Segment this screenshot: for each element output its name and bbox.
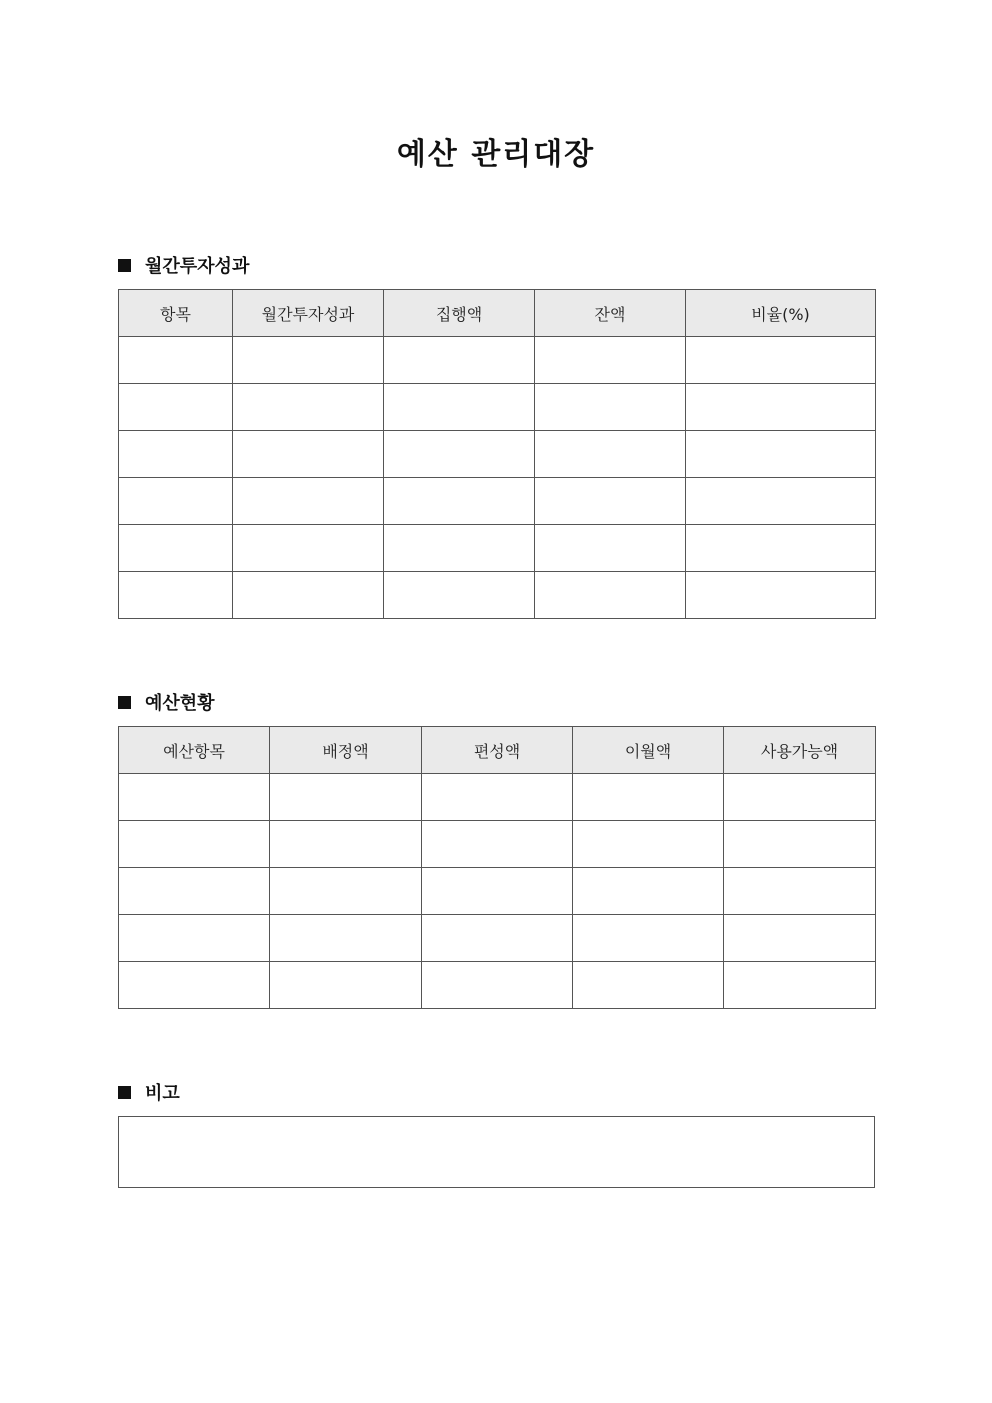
table-row xyxy=(119,962,876,1009)
table-cell[interactable] xyxy=(384,478,535,525)
table-cell[interactable] xyxy=(422,915,573,962)
square-bullet-icon xyxy=(118,1086,131,1099)
table-cell[interactable] xyxy=(233,384,384,431)
table-cell[interactable] xyxy=(573,821,724,868)
table-cell[interactable] xyxy=(270,915,422,962)
table-cell[interactable] xyxy=(119,821,270,868)
table-cell[interactable] xyxy=(119,337,233,384)
table-cell[interactable] xyxy=(724,774,876,821)
table-row xyxy=(119,525,876,572)
table-cell[interactable] xyxy=(724,868,876,915)
table-cell[interactable] xyxy=(686,431,876,478)
column-header: 월간투자성과 xyxy=(233,290,384,337)
table-cell[interactable] xyxy=(119,774,270,821)
table-cell[interactable] xyxy=(686,384,876,431)
table-row xyxy=(119,774,876,821)
table-row xyxy=(119,821,876,868)
page-title: 예산 관리대장 xyxy=(396,137,596,172)
table-row xyxy=(119,868,876,915)
table-cell[interactable] xyxy=(686,478,876,525)
table-cell[interactable] xyxy=(573,915,724,962)
table-cell[interactable] xyxy=(724,915,876,962)
table-cell[interactable] xyxy=(270,962,422,1009)
section-heading-label: 예산현황 xyxy=(145,693,215,714)
table-cell[interactable] xyxy=(422,962,573,1009)
square-bullet-icon xyxy=(118,696,131,709)
section-heading-label: 월간투자성과 xyxy=(145,256,250,277)
table-cell[interactable] xyxy=(384,525,535,572)
column-header: 편성액 xyxy=(422,727,573,774)
table-cell[interactable] xyxy=(119,384,233,431)
table-cell[interactable] xyxy=(119,962,270,1009)
monthly-investment-table xyxy=(118,289,876,619)
table-cell[interactable] xyxy=(119,431,233,478)
column-header: 배정액 xyxy=(270,727,422,774)
remarks-box[interactable] xyxy=(118,1116,875,1188)
table-cell[interactable] xyxy=(119,525,233,572)
column-header: 사용가능액 xyxy=(724,727,876,774)
budget-status-table xyxy=(118,726,876,1009)
table-cell[interactable] xyxy=(422,868,573,915)
table-cell[interactable] xyxy=(119,478,233,525)
table-header-row xyxy=(119,290,876,337)
table-cell[interactable] xyxy=(384,337,535,384)
table-cell[interactable] xyxy=(535,572,686,619)
table-cell[interactable] xyxy=(422,774,573,821)
table-cell[interactable] xyxy=(573,774,724,821)
table-row xyxy=(119,431,876,478)
column-header: 항목 xyxy=(119,290,233,337)
table-cell[interactable] xyxy=(270,774,422,821)
table-cell[interactable] xyxy=(535,525,686,572)
table-cell[interactable] xyxy=(535,478,686,525)
table-cell[interactable] xyxy=(233,478,384,525)
column-header: 비율(%) xyxy=(686,290,876,337)
column-header: 집행액 xyxy=(384,290,535,337)
table-cell[interactable] xyxy=(724,962,876,1009)
square-bullet-icon xyxy=(118,259,131,272)
table-cell[interactable] xyxy=(233,337,384,384)
table-cell[interactable] xyxy=(535,431,686,478)
table-row xyxy=(119,915,876,962)
table-cell[interactable] xyxy=(233,525,384,572)
table-cell[interactable] xyxy=(384,384,535,431)
table-cell[interactable] xyxy=(422,821,573,868)
table-cell[interactable] xyxy=(535,337,686,384)
table-cell[interactable] xyxy=(573,962,724,1009)
table-cell[interactable] xyxy=(384,572,535,619)
table-cell[interactable] xyxy=(233,431,384,478)
table-row xyxy=(119,337,876,384)
table-row xyxy=(119,384,876,431)
column-header: 잔액 xyxy=(535,290,686,337)
table-row xyxy=(119,572,876,619)
table-cell[interactable] xyxy=(686,525,876,572)
table-cell[interactable] xyxy=(686,572,876,619)
section-heading-monthly xyxy=(118,252,249,278)
table-cell[interactable] xyxy=(573,868,724,915)
column-header: 예산항목 xyxy=(119,727,270,774)
column-header: 이월액 xyxy=(573,727,724,774)
table-cell[interactable] xyxy=(119,572,233,619)
table-cell[interactable] xyxy=(119,868,270,915)
table-cell[interactable] xyxy=(119,915,270,962)
table-cell[interactable] xyxy=(270,821,422,868)
table-row xyxy=(119,478,876,525)
table-cell[interactable] xyxy=(724,821,876,868)
table-cell[interactable] xyxy=(535,384,686,431)
section-heading-budget xyxy=(118,689,215,715)
table-cell[interactable] xyxy=(686,337,876,384)
table-cell[interactable] xyxy=(384,431,535,478)
section-heading-label: 비고 xyxy=(145,1083,180,1104)
table-cell[interactable] xyxy=(233,572,384,619)
table-header-row xyxy=(119,727,876,774)
section-heading-remarks xyxy=(118,1079,180,1105)
table-cell[interactable] xyxy=(270,868,422,915)
